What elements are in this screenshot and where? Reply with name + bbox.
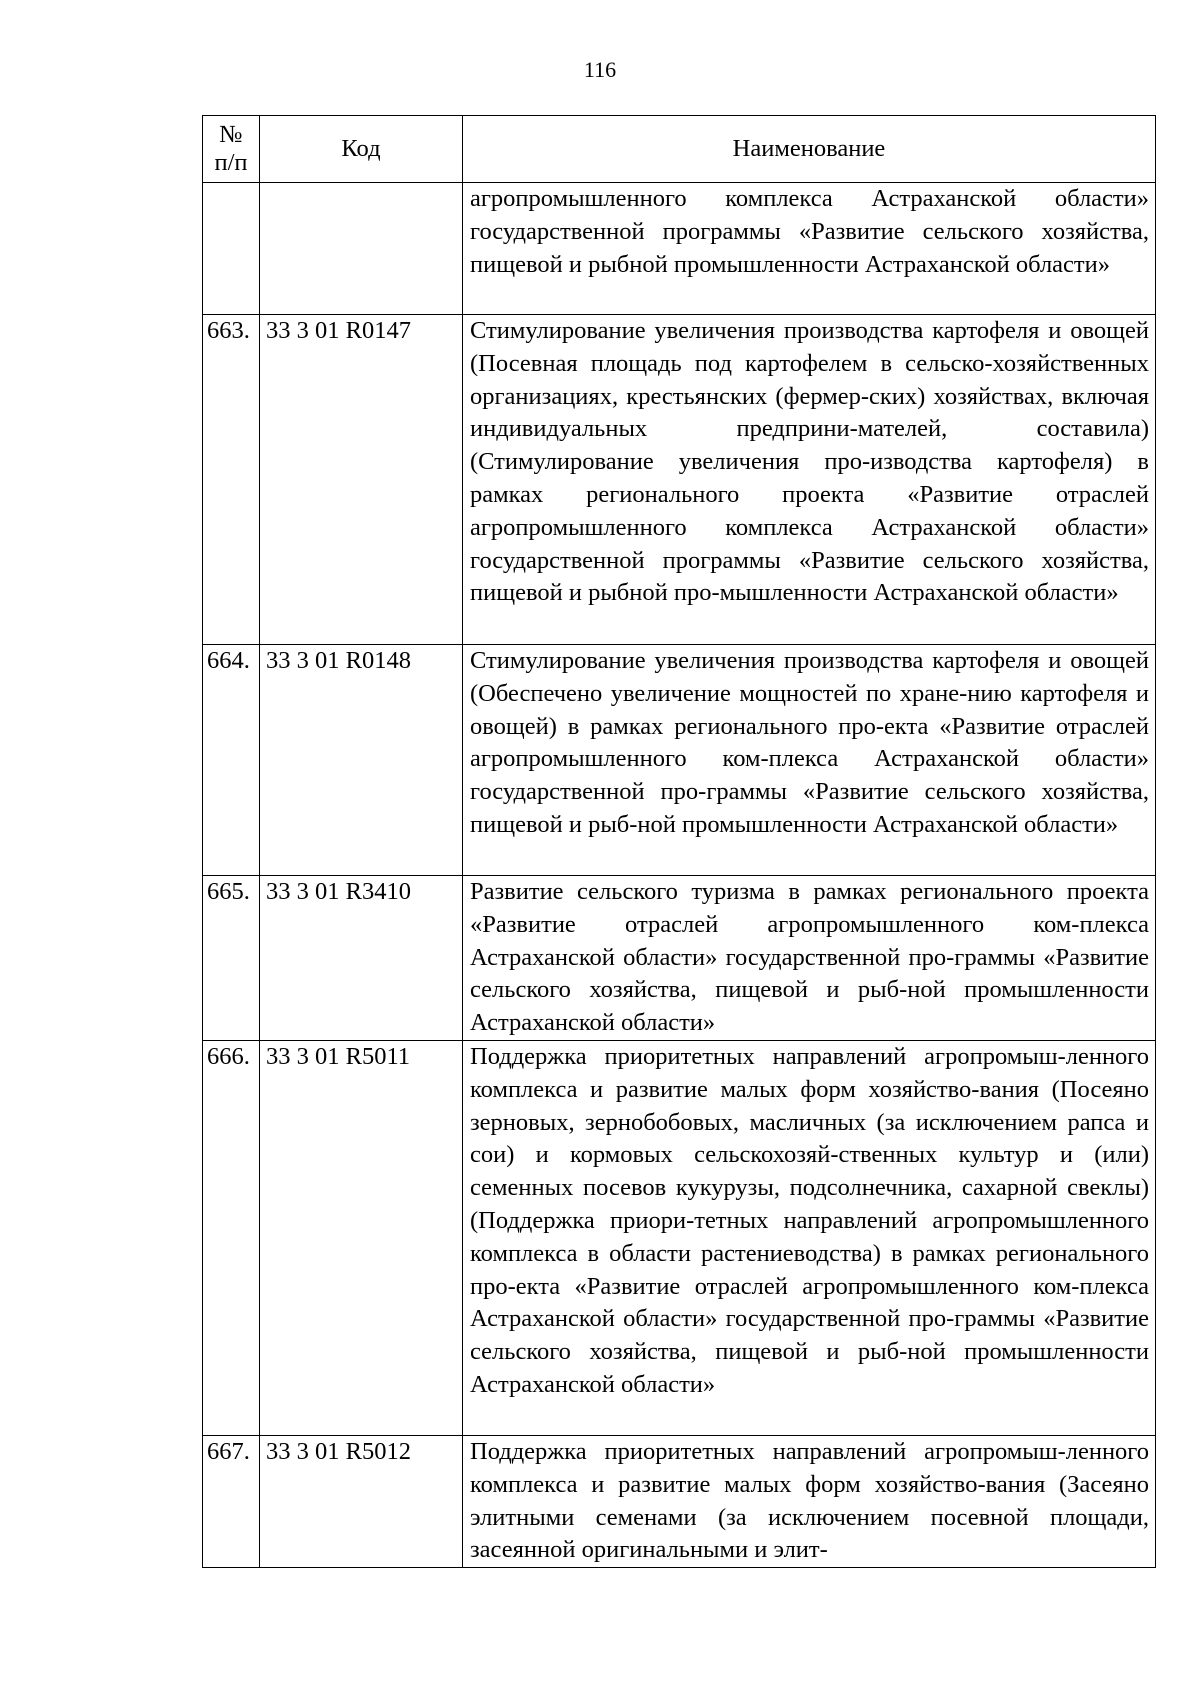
- row-name: Стимулирование увеличения производства картофеля и овощей (Обеспечено увеличение мощностей по хране-нию картофеля и овощей) в рамках регионального про-екта «Развитие отраслей агропромышленного ком-плекса Астраханской области» государственной про-граммы «Развитие сельского хозяйства, пищевой и рыб-ной промышленности Астраханской области»: [463, 645, 1156, 876]
- header-number-sign: №: [219, 121, 243, 148]
- row-number: 663.: [203, 315, 260, 645]
- row-name: Стимулирование увеличения производства картофеля и овощей (Посевная площадь под картофелем в сельско-хозяйственных организациях, крестьянских (фермер-ских) хозяйствах, включая индивидуальных предприни-мателей, составила) (Стимулирование увеличения про-изводства картофеля) в рамках регионального проекта «Развитие отраслей агропромышленного комплекса Астраханской области» государственной программы «Развитие сельского хозяйства, пищевой и рыбной про-мышленности Астраханской области»: [463, 315, 1156, 645]
- row-name: Поддержка приоритетных направлений агропромыш-ленного комплекса и развитие малых форм хозяйство-вания (Засеяно элитными семенами (за исключением посевной площади, засеянной оригинальными и элит-: [463, 1436, 1156, 1568]
- row-name: агропромышленного комплекса Астраханской области» государственной программы «Развитие сельского хозяйства, пищевой и рыбной промышленности Астраханской области»: [463, 183, 1156, 315]
- table-row: [203, 315, 1156, 645]
- header-number: [203, 116, 260, 183]
- table-row: [203, 876, 1156, 1041]
- row-number: 666.: [203, 1041, 260, 1436]
- table-row: [203, 1041, 1156, 1436]
- row-name: Развитие сельского туризма в рамках регионального проекта «Развитие отраслей агропромышленного ком-плекса Астраханской области» государственной про-граммы «Развитие сельского хозяйства, пищевой и рыб-ной промышленности Астраханской области»: [463, 876, 1156, 1041]
- budget-code-table: [202, 115, 1156, 1568]
- header-code: Код: [260, 116, 463, 183]
- row-number: 665.: [203, 876, 260, 1041]
- row-code: 33 3 01 R3410: [260, 876, 463, 1041]
- row-name: Поддержка приоритетных направлений агропромыш-ленного комплекса и развитие малых форм хозяйство-вания (Посеяно зерновых, зернобобовых, масличных (за исключением рапса и сои) и кормовых сельскохозяй-ственных культур и (или) семенных посевов кукурузы, подсолнечника, сахарной свеклы) (Поддержка приори-тетных направлений агропромышленного комплекса в области растениеводства) в рамках регионального про-екта «Развитие отраслей агропромышленного ком-плекса Астраханской области» государственной про-граммы «Развитие сельского хозяйства, пищевой и рыб-ной промышленности Астраханской области»: [463, 1041, 1156, 1436]
- row-number: [203, 183, 260, 315]
- table-row: [203, 183, 1156, 315]
- header-number-abbrev: п/п: [214, 149, 248, 176]
- row-code: 33 3 01 R0148: [260, 645, 463, 876]
- table-row: [203, 645, 1156, 876]
- row-code: 33 3 01 R5011: [260, 1041, 463, 1436]
- row-number: 667.: [203, 1436, 260, 1568]
- table-row: [203, 1436, 1156, 1568]
- row-code: 33 3 01 R0147: [260, 315, 463, 645]
- row-code: 33 3 01 R5012: [260, 1436, 463, 1568]
- page-number: 116: [583, 57, 617, 82]
- row-number: 664.: [203, 645, 260, 876]
- row-code: [260, 183, 463, 315]
- header-name: Наименование: [463, 116, 1156, 183]
- table-header-row: [203, 116, 1156, 183]
